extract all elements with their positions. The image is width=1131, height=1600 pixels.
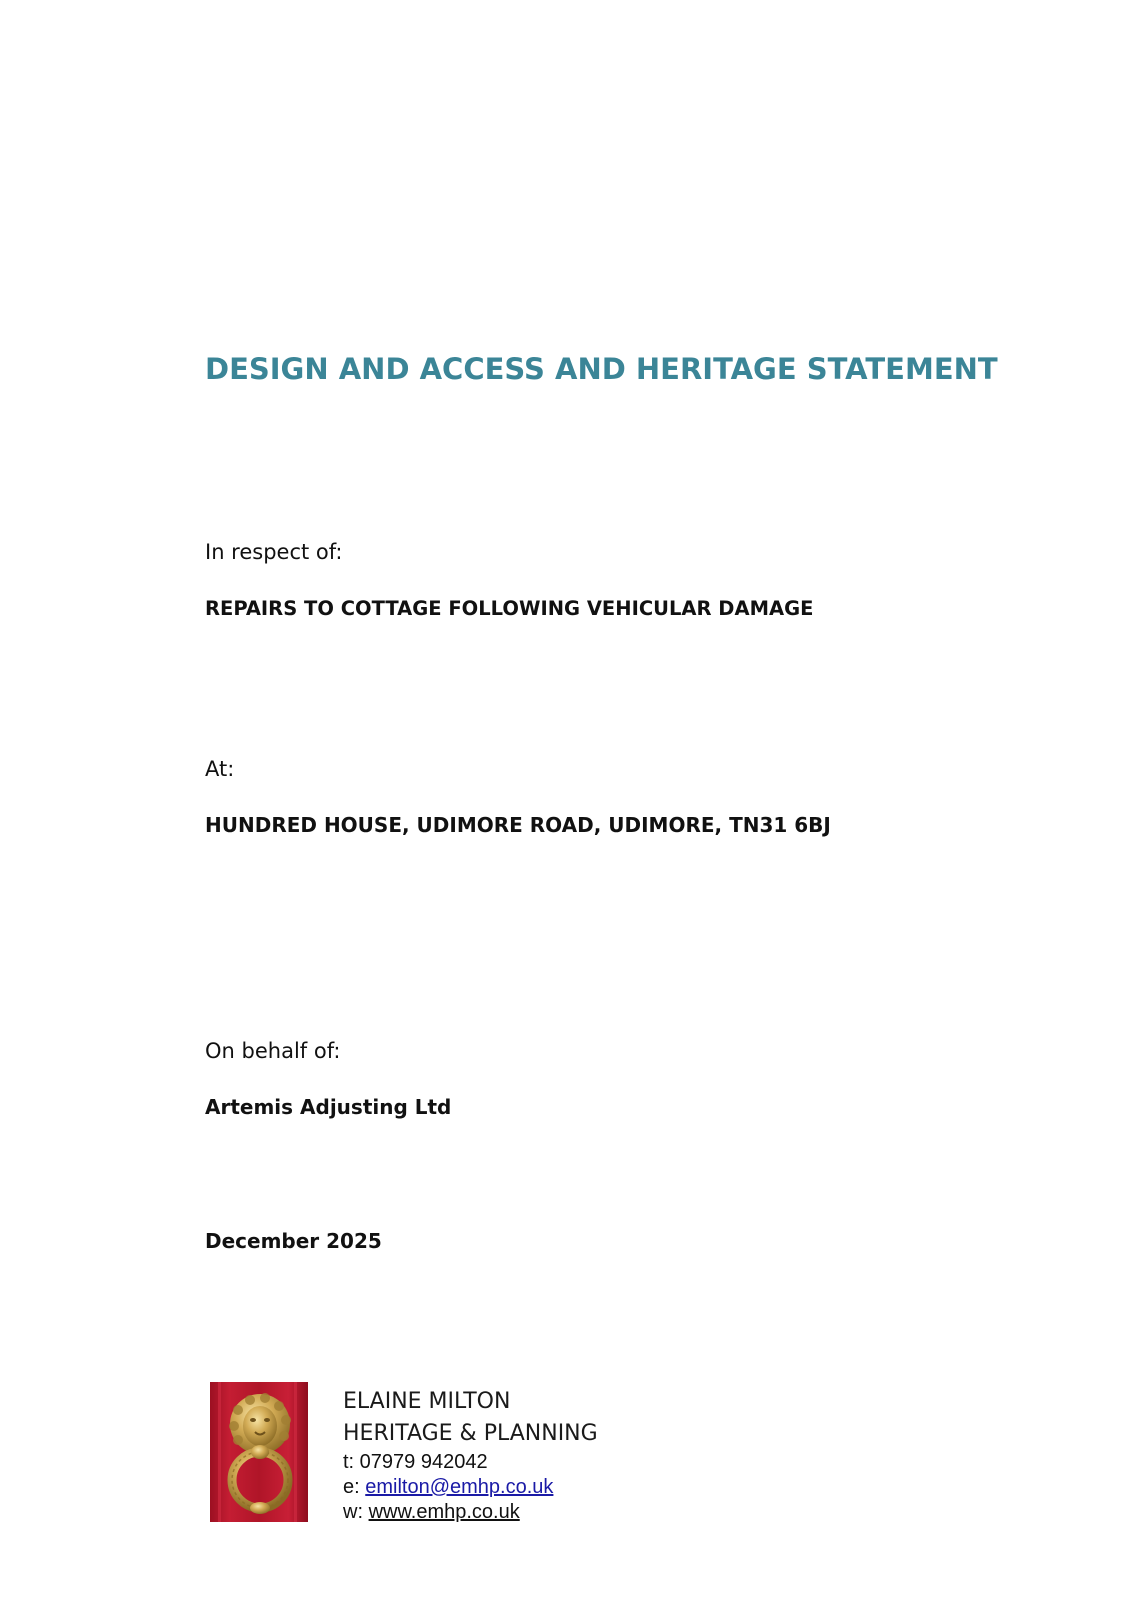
website-prefix: w: bbox=[343, 1501, 369, 1523]
company-details bbox=[343, 1386, 598, 1525]
on-behalf-of-label: On behalf of: bbox=[205, 1039, 341, 1063]
document-title: DESIGN AND ACCESS AND HERITAGE STATEMENT bbox=[205, 352, 998, 386]
website-line bbox=[343, 1500, 598, 1525]
lion-door-knocker-icon bbox=[210, 1382, 308, 1522]
email-line bbox=[343, 1475, 598, 1500]
company-footer bbox=[210, 1382, 710, 1524]
email-link[interactable]: emilton@emhp.co.uk bbox=[365, 1476, 554, 1498]
phone-line bbox=[343, 1450, 598, 1475]
phone-prefix: t: bbox=[343, 1451, 360, 1473]
document-date: December 2025 bbox=[205, 1229, 382, 1253]
at-label: At: bbox=[205, 757, 235, 781]
phone-number: 07979 942042 bbox=[359, 1451, 488, 1473]
respect-of-label: In respect of: bbox=[205, 540, 343, 564]
project-description: REPAIRS TO COTTAGE FOLLOWING VEHICULAR DAMAGE bbox=[205, 597, 814, 620]
firm-name-line-2: HERITAGE & PLANNING bbox=[343, 1421, 598, 1446]
client-name: Artemis Adjusting Ltd bbox=[205, 1095, 452, 1119]
website-link[interactable]: www.emhp.co.uk bbox=[368, 1501, 520, 1523]
email-prefix: e: bbox=[343, 1476, 366, 1498]
site-address: HUNDRED HOUSE, UDIMORE ROAD, UDIMORE, TN31 6BJ bbox=[205, 813, 831, 837]
firm-name-line-1: ELAINE MILTON bbox=[343, 1389, 511, 1414]
